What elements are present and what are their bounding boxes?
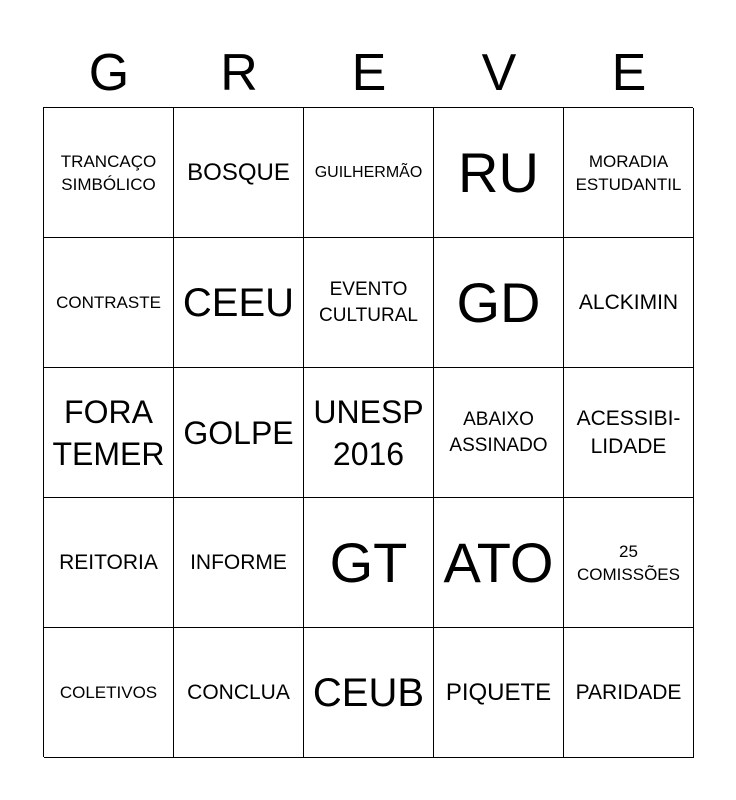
bingo-cell-r4c2[interactable] bbox=[174, 498, 304, 628]
cell-label: TRANCAÇO SIMBÓLICO bbox=[60, 151, 157, 194]
bingo-cell-r5c4[interactable] bbox=[434, 628, 564, 758]
cell-label: ATO bbox=[443, 530, 554, 594]
bingo-cell-r4c4[interactable] bbox=[434, 498, 564, 628]
bingo-cell-r1c5[interactable] bbox=[564, 108, 694, 238]
bingo-cell-r5c1[interactable] bbox=[44, 628, 174, 758]
bingo-cell-r1c4[interactable] bbox=[434, 108, 564, 238]
bingo-cell-r2c1[interactable] bbox=[44, 238, 174, 368]
cell-label: GD bbox=[456, 270, 541, 334]
cell-label: ACESSIBI- LIDADE bbox=[576, 406, 681, 458]
header-letter-g: G bbox=[88, 44, 130, 102]
bingo-cell-r1c1[interactable] bbox=[44, 108, 174, 238]
cell-label: PARIDADE bbox=[575, 680, 682, 704]
header-letter-e: E bbox=[351, 44, 387, 102]
bingo-cell-r5c3[interactable] bbox=[304, 628, 434, 758]
cell-label: COLETIVOS bbox=[59, 683, 158, 702]
cell-label: GOLPE bbox=[183, 414, 294, 451]
cell-label: CEEU bbox=[182, 280, 295, 325]
bingo-cell-r2c2[interactable] bbox=[174, 238, 304, 368]
bingo-cell-r3c4[interactable] bbox=[434, 368, 564, 498]
cell-label: CONCLUA bbox=[187, 680, 290, 704]
bingo-cell-r3c3[interactable] bbox=[304, 368, 434, 498]
cell-label: PIQUETE bbox=[445, 678, 552, 706]
cell-label: GT bbox=[329, 530, 408, 594]
cell-label: FORA TEMER bbox=[52, 393, 165, 472]
bingo-cell-r5c5[interactable] bbox=[564, 628, 694, 758]
bingo-cell-r3c1[interactable] bbox=[44, 368, 174, 498]
bingo-cell-r3c2[interactable] bbox=[174, 368, 304, 498]
cell-label: RU bbox=[458, 140, 539, 204]
cell-label: ABAIXO ASSINADO bbox=[449, 408, 548, 456]
cell-label: 25 COMISSÕES bbox=[577, 541, 680, 584]
bingo-cell-r4c5[interactable] bbox=[564, 498, 694, 628]
cell-label: EVENTO CULTURAL bbox=[319, 278, 418, 326]
bingo-cell-r3c5[interactable] bbox=[564, 368, 694, 498]
header-letter-v: V bbox=[481, 44, 517, 102]
bingo-cell-r2c5[interactable] bbox=[564, 238, 694, 368]
header-letter-e2: E bbox=[611, 44, 647, 102]
cell-label: BOSQUE bbox=[187, 158, 290, 186]
bingo-cell-r2c4[interactable] bbox=[434, 238, 564, 368]
cell-label: CEUB bbox=[312, 670, 425, 715]
bingo-cell-r4c3[interactable] bbox=[304, 498, 434, 628]
bingo-cell-r2c3[interactable] bbox=[304, 238, 434, 368]
bingo-cell-r1c3[interactable] bbox=[304, 108, 434, 238]
bingo-board bbox=[43, 107, 693, 757]
cell-label: INFORME bbox=[190, 550, 287, 574]
cell-label: MORADIA ESTUDANTIL bbox=[575, 151, 682, 194]
bingo-cell-r4c1[interactable] bbox=[44, 498, 174, 628]
cell-label: CONTRASTE bbox=[56, 293, 161, 312]
bingo-cell-r1c2[interactable] bbox=[174, 108, 304, 238]
cell-label: ALCKIMIN bbox=[578, 290, 679, 314]
cell-label: REITORIA bbox=[59, 550, 158, 574]
header-letter-r: R bbox=[220, 44, 258, 102]
cell-label: UNESP 2016 bbox=[313, 393, 424, 472]
bingo-header bbox=[44, 40, 694, 106]
cell-label: GUILHERMÃO bbox=[314, 163, 423, 181]
bingo-cell-r5c2[interactable] bbox=[174, 628, 304, 758]
